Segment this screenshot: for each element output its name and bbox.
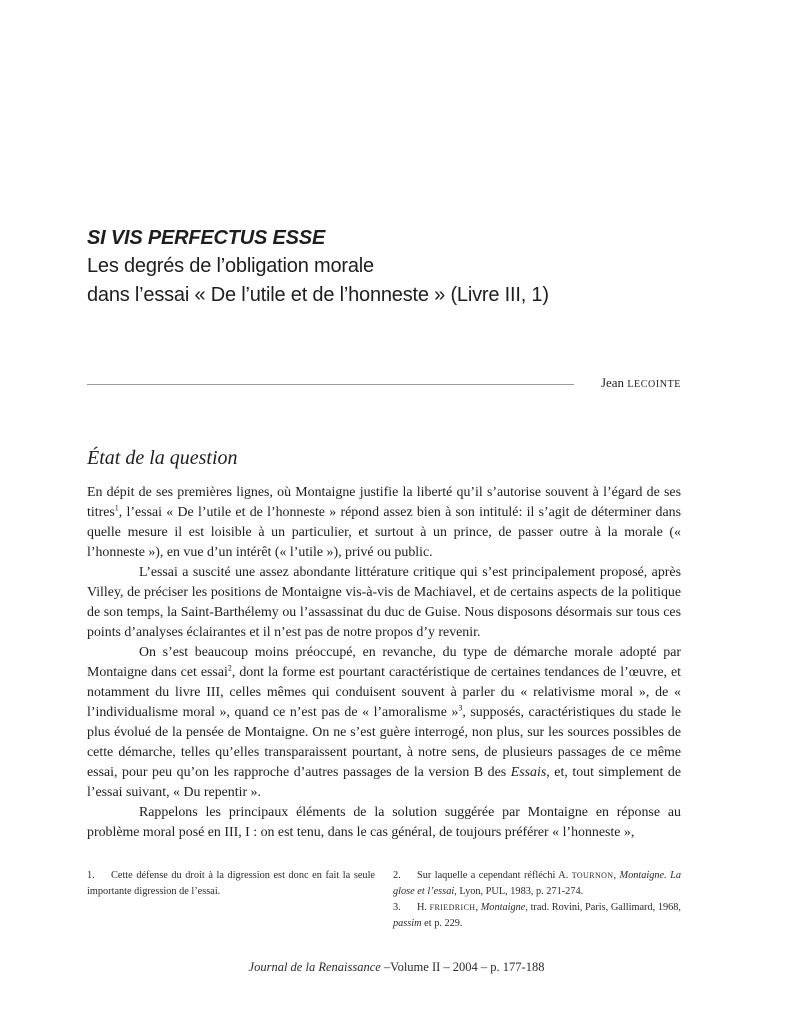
footnote-number: 2. <box>393 870 401 881</box>
footnote-text: , trad. Rovini, Paris, Gallimard, 1968, <box>525 902 681 913</box>
footnote-3 <box>393 900 681 932</box>
footnote-ref-2[interactable]: 2 <box>227 663 232 673</box>
article-body <box>87 483 681 843</box>
footnote-ref-3[interactable]: 3 <box>458 703 463 713</box>
footnote-text: et p. 229. <box>421 918 463 929</box>
footnote-column-right <box>393 868 681 932</box>
article-title: SI VIS PERFECTUS ESSE <box>87 227 326 249</box>
footnote-italic: passim <box>393 918 422 929</box>
text-run: , l’essai « De l’utile et de l’honneste » répond assez bien à son intitulé: il s’agit de déterminer dans quelle mesure il est loisible à un particulier, et surtout à un prince, de passer outre à la morale (« l’honneste »), en vue d’un intérêt (« l’utile »), privé ou public. <box>87 505 681 560</box>
footnote-1 <box>87 868 375 900</box>
author-first-name: Jean <box>600 375 625 390</box>
footnote-2 <box>393 868 681 900</box>
footnote-column-left <box>87 868 375 932</box>
footnote-text: H. <box>417 902 430 913</box>
author-name <box>601 375 681 393</box>
paragraph-2: L’essai a suscité une assez abondante littérature critique qui s’est principalement proposé, après Villey, de préciser les positions de Montaigne vis-à-vis de Machiavel, et de certains aspects de la politique de son temps, la Saint-Barthélemy ou l’assassinat du duc de Guise. Nous disposons désormais sur tous ces points d’analyses éclairantes et il n’est pas de notre propos d’y revenir. <box>87 565 681 640</box>
text-run: On s’est beaucoup moins préoccupé, en revanche, du type de démarche morale adopté par Montaigne dans cet essai <box>87 645 681 680</box>
footnote-author: FRIEDRICH <box>429 903 476 912</box>
title-separator-rule <box>87 384 574 385</box>
journal-details: –Volume II – 2004 – p. 177-188 <box>380 960 545 974</box>
footnote-ref-1[interactable]: 1 <box>114 503 119 513</box>
footnote-book-title: Montaigne <box>480 902 526 913</box>
text-run: , dont la forme est pourtant caractéristique de certaines tendances de l’œuvre, et notamment du livre III, celles mêmes qui conduisent souvent à parler du « relativisme moral », de « l’individualisme moral », quand ce n’est pas de « l’amoralisme » <box>87 665 681 720</box>
text-run: , supposés, caractéristiques du stade le plus évolué de la pensée de Montaigne. On ne s’est guère interrogé, non plus, sur les sources possibles de cette démarche, telles qu’elles transparaissent pourtant, à notre sens, de plusieurs passages de ce même essai, pour peu qu’on les rapproche d’autres passages de la version B des <box>87 705 681 780</box>
article-title-block <box>87 224 707 310</box>
footnote-number: 1. <box>87 870 95 881</box>
journal-footer <box>0 959 793 975</box>
footnote-author: TOURNON <box>571 871 614 880</box>
journal-name: Journal de la Renaissance <box>248 960 381 974</box>
paragraph-3 <box>87 643 681 803</box>
article-subtitle-line-2: dans l’essai « De l’utile et de l’honneste » (Livre III, 1) <box>87 284 549 306</box>
article-subtitle-line-1: Les degrés de l’obligation morale <box>87 255 374 277</box>
paragraph-4: Rappelons les principaux éléments de la solution suggérée par Montaigne en réponse au problème moral posé en III, I : on est tenu, dans le cas général, de toujours préférer « l’honneste », <box>87 805 681 840</box>
footnotes <box>87 868 681 932</box>
footnote-book-title: Montaigne. La glose et l’essai <box>393 870 681 897</box>
footnote-text: Cette défense du droit à la digression est donc en fait la seule importante digression de l’essai. <box>87 870 375 897</box>
footnote-number: 3. <box>393 902 401 913</box>
footnote-text: , <box>613 870 620 881</box>
text-run: , et, tout simplement de l’essai suivant, « Du repentir ». <box>87 765 681 800</box>
italic-title: Essais <box>510 765 547 780</box>
section-heading: État de la question <box>87 447 238 469</box>
footnote-text: Sur laquelle a cependant réfléchi A. <box>417 870 572 881</box>
footnote-text: , <box>475 902 481 913</box>
footnote-text: , Lyon, PUL, 1983, p. 271-274. <box>454 886 584 897</box>
text-run: En dépit de ses premières lignes, où Montaigne justifie la liberté qu’il s’autorise souvent à l’égard de ses titres <box>87 485 681 520</box>
paragraph-1 <box>87 483 681 563</box>
author-last-name: LECOINTE <box>627 379 681 390</box>
